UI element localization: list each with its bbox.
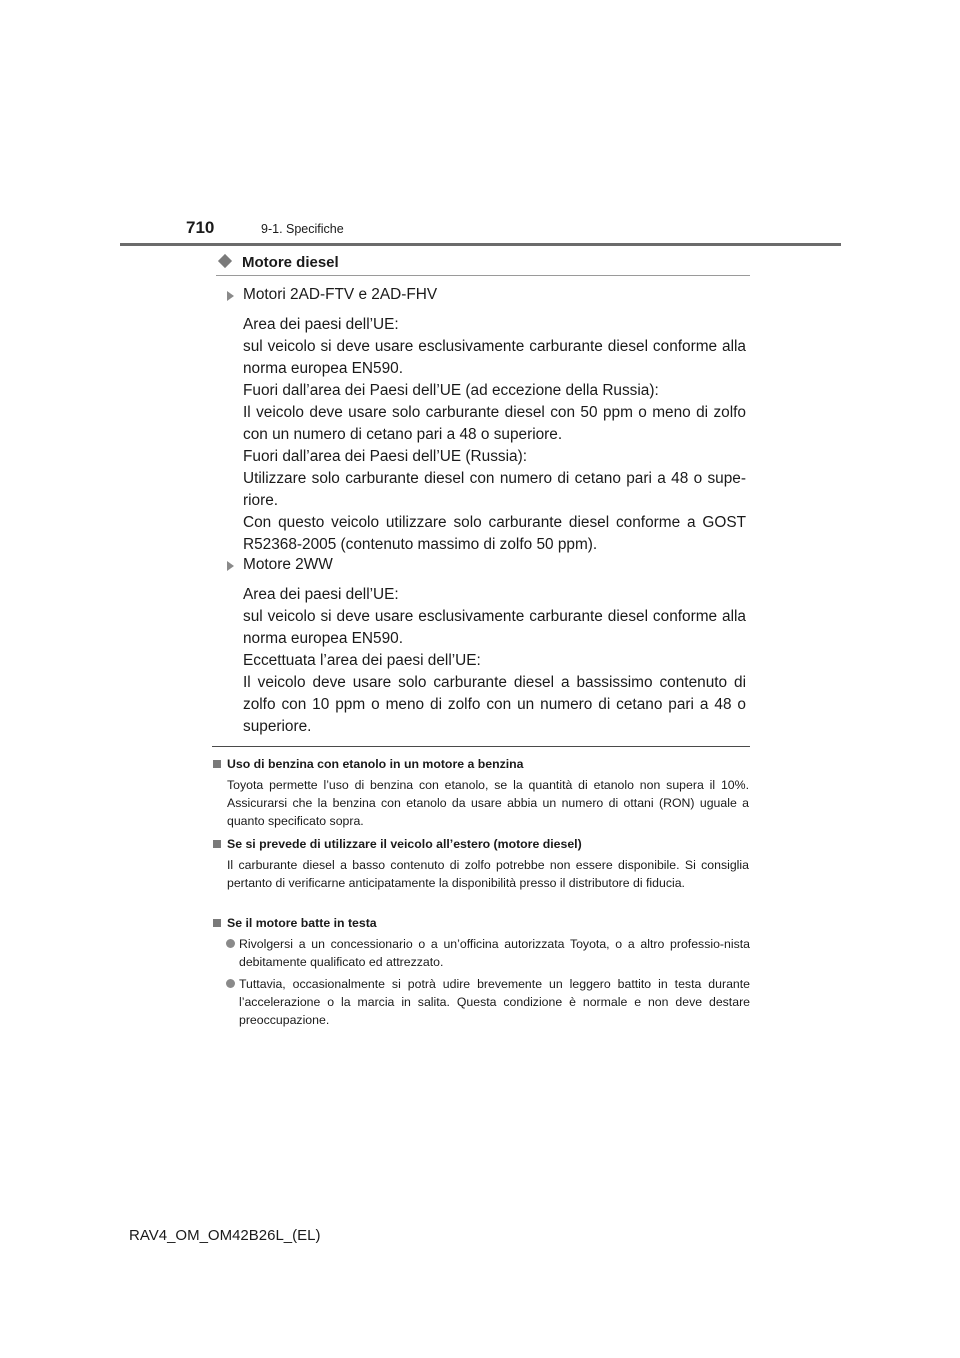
paragraph-line: Eccettuata l’area dei paesi dell’UE:: [243, 652, 481, 669]
note-title-text: Se il motore batte in testa: [227, 916, 377, 930]
paragraph: [243, 380, 746, 446]
paragraph-line: Il veicolo deve usare solo carburante diesel con 50 ppm o meno di zolfo con un numero di cetano pari a 48 o superiore.: [243, 404, 746, 443]
note-title-text: Se si prevede di utilizzare il veicolo all’estero (motore diesel): [227, 837, 582, 851]
paragraph-line: sul veicolo si deve usare esclusivamente carburante diesel conforme alla norma europea EN590.: [243, 608, 746, 647]
list-item-text: Tuttavia, occasionalmente si potrà udire brevemente un leggero battito in testa durante l’accelerazione o la marcia in salita. Questa condizione è normale e non deve destare preoccupazione.: [239, 977, 750, 1027]
section-label: 9-1. Specifiche: [261, 222, 344, 236]
paragraph-line: Area dei paesi dell’UE:: [243, 316, 399, 333]
page-number: 710: [186, 218, 215, 237]
notes-divider: [212, 746, 750, 747]
triangle-bullet-icon: [227, 561, 234, 571]
section-heading: [216, 253, 750, 276]
paragraph-line: Fuori dall’area dei Paesi dell’UE (Russia):: [243, 448, 527, 465]
paragraph: [243, 314, 746, 380]
footer-code: RAV4_OM_OM42B26L_(EL): [129, 1227, 321, 1244]
square-bullet-icon: [213, 760, 221, 768]
note-title: [213, 915, 377, 931]
triangle-bullet-icon: [227, 291, 234, 301]
circle-bullet-icon: [226, 939, 235, 948]
list-item: [226, 935, 750, 971]
diamond-icon: [218, 254, 232, 268]
square-bullet-icon: [213, 840, 221, 848]
circle-bullet-icon: [226, 979, 235, 988]
paragraph: [243, 650, 746, 738]
heading-title: Motore diesel: [242, 254, 339, 271]
paragraph-line: Area dei paesi dell’UE:: [243, 586, 399, 603]
note-body: Il carburante diesel a basso contenuto di zolfo potrebbe non essere disponibile. Si consiglia pertanto di verificarne anticipatamente la disponibilità presso il distributore di fiducia.: [227, 858, 749, 890]
list-item-text: Rivolgersi a un concessionario o a un’officina autorizzata Toyota, o a altro professio-nista debitamente qualificato ed attrezzato.: [239, 937, 750, 969]
engine-label-text: Motore 2WW: [243, 556, 333, 573]
note-title: [213, 836, 582, 852]
engine-label-text: Motori 2AD-FTV e 2AD-FHV: [243, 286, 438, 303]
header-divider: [120, 243, 841, 246]
paragraph-line: sul veicolo si deve usare esclusivamente carburante diesel conforme alla norma europea EN590.: [243, 338, 746, 377]
list-item: [226, 975, 750, 1029]
paragraph: [243, 446, 746, 556]
paragraph-line: Con questo veicolo utilizzare solo carburante diesel conforme a GOST R52368-2005 (contenuto massimo di zolfo 50 ppm).: [243, 514, 746, 553]
paragraph-line: Il veicolo deve usare solo carburante diesel a bassissimo contenuto di zolfo con 10 ppm o meno di zolfo con un numero di cetano pari a 48 o superiore.: [243, 674, 746, 735]
note-body: Toyota permette l’uso di benzina con etanolo, se la quantità di etanolo non supera il 10%. Assicurarsi che la benzina con etanolo da usare abbia un numero di ottani (RON) uguale a quanto specificato sopra.: [227, 778, 749, 828]
note-title-text: Uso di benzina con etanolo in un motore a benzina: [227, 757, 524, 771]
square-bullet-icon: [213, 919, 221, 927]
paragraph-line: Fuori dall’area dei Paesi dell’UE (ad eccezione della Russia):: [243, 382, 659, 399]
engine-label: [243, 554, 746, 576]
paragraph: [243, 584, 746, 650]
note-title: [213, 756, 524, 772]
paragraph-line: Utilizzare solo carburante diesel con numero di cetano pari a 48 o supe-riore.: [243, 470, 746, 509]
engine-label: [243, 284, 746, 306]
